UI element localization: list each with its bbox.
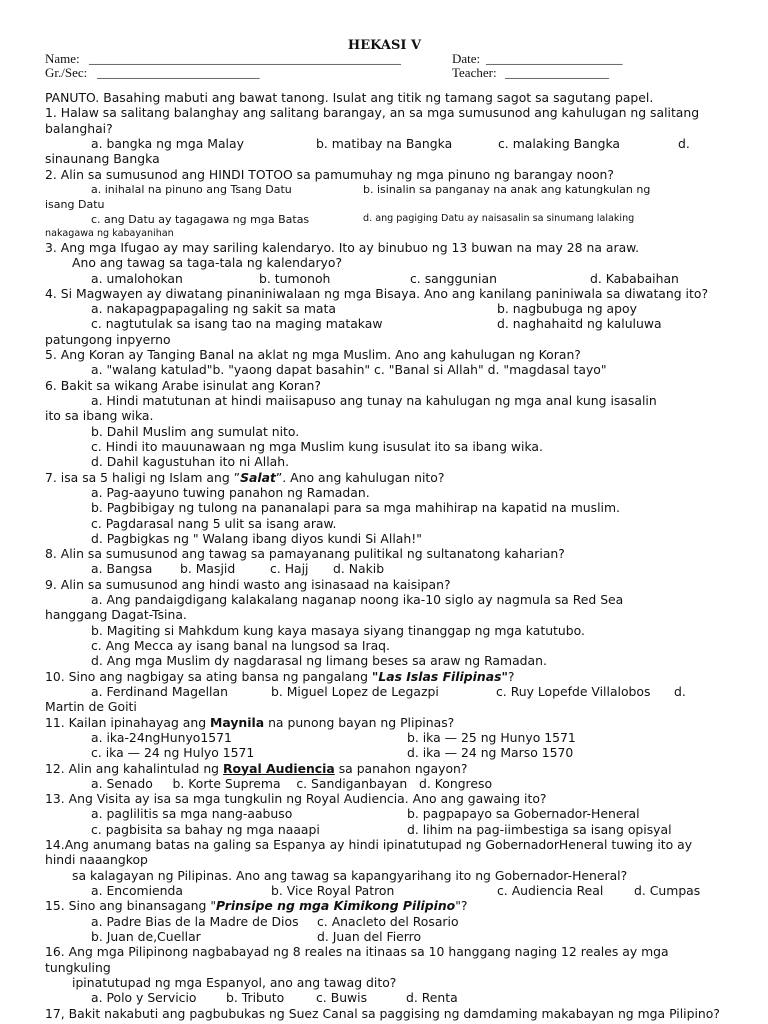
q7-stem-post: ”. Ano ang kahulugan nito? bbox=[275, 469, 445, 485]
q12-stem-keyword: Royal Audiencia bbox=[223, 760, 335, 776]
q14-choice-d: d. Cumpas bbox=[634, 883, 701, 898]
question-4-stem: 4. Si Magwayen ay diwatang pinaniniwalaan ng mga Bisaya. Ano ang kanilang paniniwala sa diwatang ito? bbox=[45, 285, 709, 301]
question-5-stem: 5. Ang Koran ay Tanging Banal na aklat ng mga Muslim. Ano ang kahulugan ng Koran? bbox=[45, 347, 581, 363]
q6-choice-a: a. Hindi matutunan at hindi maiisapuso ang tunay na kahulugan ng mga anal kung isasalin bbox=[91, 393, 657, 408]
name-label: Name: bbox=[45, 51, 80, 66]
q13-choice-c: c. pagbisita sa bahay ng mga naaapi bbox=[91, 821, 320, 837]
q2-choice-a: a. inihalal na pinuno ang Tsang Datu bbox=[91, 182, 292, 196]
name-field[interactable]: ________________________________________________ bbox=[89, 51, 401, 66]
q6-choice-d: d. Dahil kagustuhan ito ni Allah. bbox=[91, 454, 290, 470]
question-15-stem bbox=[45, 898, 724, 913]
q15-stem-keyword: Prinsipe ng mga Kimikong Pilipino bbox=[216, 898, 456, 914]
question-8-choices bbox=[45, 561, 724, 576]
q7-choice-a: a. Pag-aayuno tuwing panahon ng Ramadan. bbox=[91, 484, 370, 500]
q11-stem-keyword: Maynila bbox=[210, 714, 265, 730]
q8-choice-c: c. Hajj bbox=[270, 561, 309, 577]
q13-choice-a: a. paglilitis sa mga nang-aabuso bbox=[91, 806, 293, 822]
q7-stem-pre: 7. isa sa 5 haligi ng Islam ang ” bbox=[45, 469, 241, 485]
q15-choice-d: d. Juan del Fierro bbox=[317, 928, 422, 944]
question-11-stem bbox=[45, 715, 724, 730]
question-2-stem: 2. Alin sa sumusunod ang HINDI TOTOO sa pamumuhay ng mga pinuno ng barangay noon? bbox=[45, 166, 614, 182]
q8-choice-d: d. Nakib bbox=[333, 561, 385, 577]
question-12-stem bbox=[45, 761, 724, 776]
q13-choice-b: b. pagpapayo sa Gobernador-Heneral bbox=[407, 806, 640, 822]
page-title: HEKASI V bbox=[347, 38, 422, 53]
question-11-choices-ab bbox=[45, 730, 724, 745]
question-9-stem: 9. Alin sa sumusunod ang hindi wasto ang isinasaad na kaisipan? bbox=[45, 576, 451, 592]
q14-choice-b: b. Vice Royal Patron bbox=[271, 883, 395, 898]
q15-stem-pre: 15. Sino ang binansagang " bbox=[45, 898, 217, 914]
q1-choice-a: a. bangka ng mga Malay bbox=[91, 135, 244, 151]
question-4-choices-ab bbox=[45, 301, 724, 316]
question-14-stem-cont: sa kalagayan ng Pilipinas. Ano ang tawag sa kapangyarihang ito ng Gobernador-Heneral? bbox=[72, 867, 628, 883]
question-14-stem: 14.Ang anumang batas na galing sa Espanya ay hindi ipinatutupad ng GobernadorHeneral tuwing ito ay hindi naaangkop bbox=[45, 837, 693, 868]
q10-choice-a: a. Ferdinand Magellan bbox=[91, 683, 228, 699]
q1-choice-d-letter: d. bbox=[678, 135, 690, 151]
q14-choice-a: a. Encomienda bbox=[91, 883, 183, 898]
q6-choice-c: c. Hindi ito mauunawaan ng mga Muslim kung isusulat ito sa ibang wika. bbox=[91, 438, 543, 454]
question-3-choices bbox=[45, 271, 724, 286]
q12-stem-post: sa panahon ngayon? bbox=[334, 760, 468, 776]
q1-choice-d: sinaunang Bangka bbox=[45, 151, 160, 167]
question-12-choices: a. Senado b. Korte Suprema c. Sandiganbayan d. Kongreso bbox=[91, 775, 493, 791]
q11-choice-b: b. ika — 25 ng Hunyo 1571 bbox=[407, 729, 576, 745]
question-13-choices-ab bbox=[45, 806, 724, 821]
question-16-choices bbox=[45, 990, 724, 1005]
header-row-1 bbox=[45, 52, 724, 66]
question-13-stem: 13. Ang Visita ay isa sa mga tungkulin ng Royal Audiencia. Ano ang gawaing ito? bbox=[45, 791, 547, 807]
q11-choice-c: c. ika — 24 ng Hulyo 1571 bbox=[91, 745, 255, 761]
q15-stem-post: "? bbox=[455, 898, 468, 914]
question-6-stem: 6. Bakit sa wikang Arabe isinulat ang Koran? bbox=[45, 377, 321, 393]
q11-choice-d: d. ika — 24 ng Marso 1570 bbox=[407, 745, 574, 761]
question-15-choices-2 bbox=[45, 929, 724, 944]
question-11-choices-cd bbox=[45, 745, 724, 760]
q10-choice-b: b. Miguel Lopez de Legazpi bbox=[271, 683, 439, 699]
q11-choice-a: a. ika-24ngHunyo1571 bbox=[91, 729, 232, 745]
q4-choice-a: a. nakapagpapagaling ng sakit sa mata bbox=[91, 301, 336, 317]
q16-choice-a: a. Polo y Servicio bbox=[91, 990, 197, 1006]
question-2-choices-cd bbox=[45, 212, 724, 227]
q9-choice-a-cont: hanggang Dagat-Tsina. bbox=[45, 607, 187, 623]
q2-choice-b: b. isinalin sa panganay na anak ang katungkulan ng bbox=[363, 182, 651, 196]
question-15-choices-1 bbox=[45, 914, 724, 929]
question-16-stem: 16. Ang mga Pilipinong nagbabayad ng 8 reales na itinaas sa 10 hanggang naging 12 reales ay mga tungkuling bbox=[45, 944, 669, 975]
q10-choice-d: Martin de Goiti bbox=[45, 699, 137, 715]
q10-stem-keyword: "Las Islas Filipinas" bbox=[371, 668, 508, 684]
q8-choice-b: b. Masjid bbox=[180, 561, 236, 577]
q9-choice-b: b. Magiting si Mahkdum kung kaya masaya siyang tinanggap ng mga katutubo. bbox=[91, 622, 585, 638]
q7-choice-b: b. Pagbibigay ng tulong na pananalapi para sa mga mahihirap na kapatid na muslim. bbox=[91, 500, 620, 516]
question-16-stem-cont: ipinatutupad ng mga Espanyol, ano ang tawag dito? bbox=[72, 974, 397, 990]
question-4-choices-cd bbox=[45, 316, 724, 331]
question-14-choices bbox=[45, 883, 724, 898]
question-8-stem: 8. Alin sa sumusunod ang tawag sa pamayanang pulitikal ng sultanatong kaharian? bbox=[45, 546, 565, 562]
date-field[interactable]: _____________________ bbox=[486, 51, 623, 66]
q7-stem-keyword: Salat bbox=[240, 469, 276, 485]
q10-stem-post: ? bbox=[507, 668, 515, 684]
question-17-stem: 17, Bakit nakabuti ang pagbubukas ng Suez Canal sa paggising ng damdaming makabayan ng mga Pilipino? bbox=[45, 1005, 720, 1021]
q11-stem-pre: 11. Kailan ipinahayag ang bbox=[45, 714, 211, 730]
q11-stem-post: na punong bayan ng Plipinas? bbox=[264, 714, 455, 730]
question-1-choices bbox=[45, 136, 724, 151]
question-7-stem bbox=[45, 470, 724, 485]
question-13-choices-cd bbox=[45, 822, 724, 837]
question-10-choices bbox=[45, 684, 724, 699]
q10-choice-d-letter: d. bbox=[674, 683, 686, 699]
q12-stem-pre: 12. Alin ang kahalintulad ng bbox=[45, 760, 223, 776]
q3-choice-a: a. umalohokan bbox=[91, 270, 183, 286]
q9-choice-a: a. Ang pandaigdigang kalakalang naganap noong ika-10 siglo ay nagmula sa Red Sea bbox=[91, 592, 624, 608]
q16-choice-b: b. Tributo bbox=[226, 990, 285, 1006]
q4-choice-d: d. naghahaitd ng kaluluwa bbox=[497, 316, 662, 332]
question-10-stem bbox=[45, 669, 724, 684]
q8-choice-a: a. Bangsa bbox=[91, 561, 153, 577]
q13-choice-d: d. lihim na pag-iimbestiga sa isang opisyal bbox=[407, 821, 672, 837]
q10-choice-c: c. Ruy Lopefde Villalobos bbox=[496, 683, 651, 699]
question-3-stem-cont: Ano ang tawag sa taga-tala ng kalendaryo? bbox=[72, 255, 343, 271]
grsec-field[interactable]: _________________________ bbox=[97, 65, 260, 80]
header-row-2 bbox=[45, 66, 724, 80]
question-5-choices: a. "walang katulad"b. "yaong dapat basahin" c. "Banal si Allah" d. "magdasal tayo" bbox=[91, 362, 607, 378]
grsec-label: Gr./Sec: bbox=[45, 65, 88, 80]
date-label: Date: bbox=[452, 51, 481, 66]
instructions: PANUTO. Basahing mabuti ang bawat tanong. Isulat ang titik ng tamang sagot sa sagutang papel. bbox=[45, 90, 654, 105]
teacher-field[interactable]: ________________ bbox=[505, 65, 609, 80]
q14-choice-c: c. Audiencia Real bbox=[497, 883, 604, 898]
q2-choice-d-cont: nakagawa ng kabayanihan bbox=[45, 227, 174, 239]
q16-choice-d: d. Renta bbox=[406, 990, 458, 1006]
q9-choice-d: d. Ang mga Muslim dy nagdarasal ng limang beses sa araw ng Ramadan. bbox=[91, 653, 547, 669]
q15-choice-a: a. Padre Bias de la Madre de Dios bbox=[91, 913, 299, 929]
q3-choice-c: c. sanggunian bbox=[410, 270, 497, 286]
questions bbox=[45, 90, 724, 1021]
q15-choice-b-cuellar: b. Juan de,Cuellar bbox=[91, 928, 201, 944]
q9-choice-c: c. Ang Mecca ay isang banal na lungsod sa Iraq. bbox=[91, 638, 390, 653]
q16-choice-c: c. Buwis bbox=[316, 990, 368, 1006]
q7-choice-d: d. Pagbigkas ng " Walang ibang diyos kundi Si Allah!" bbox=[91, 530, 422, 546]
q2-choice-c: c. ang Datu ay tagagawa ng mga Batas bbox=[91, 212, 310, 226]
q3-choice-d: d. Kababaihan bbox=[590, 270, 679, 286]
q1-choice-b: b. matibay na Bangka bbox=[316, 135, 453, 151]
q7-choice-c: c. Pagdarasal nang 5 ulit sa isang araw. bbox=[91, 515, 337, 531]
q10-stem-pre: 10. Sino ang nagbigay sa ating bansa ng pangalang bbox=[45, 668, 372, 684]
q4-choice-c: c. nagtutulak sa isang tao na maging matakaw bbox=[91, 316, 383, 332]
q15-choice-c-anacleto: c. Anacleto del Rosario bbox=[317, 913, 459, 929]
q4-choice-b: b. nagbubuga ng apoy bbox=[497, 301, 637, 317]
q2-choice-d: d. ang pagiging Datu ay naisasalin sa sinumang lalaking bbox=[363, 212, 635, 224]
q6-choice-b: b. Dahil Muslim ang sumulat nito. bbox=[91, 423, 300, 439]
q2-choice-b-cont: isang Datu bbox=[45, 197, 105, 211]
q3-choice-b: b. tumonoh bbox=[259, 270, 331, 286]
question-3-stem: 3. Ang mga Ifugao ay may sariling kalendaryo. Ito ay binubuo ng 13 buwan na may 28 na araw. bbox=[45, 239, 640, 255]
question-2-choices-ab bbox=[45, 182, 724, 197]
teacher-label: Teacher: bbox=[452, 65, 497, 80]
q6-choice-a-cont: ito sa ibang wika. bbox=[45, 408, 154, 424]
q1-choice-c: c. malaking Bangka bbox=[498, 135, 621, 151]
q4-choice-d-cont: patungong inpyerno bbox=[45, 331, 171, 347]
question-1-stem: 1. Halaw sa salitang balanghay ang salitang barangay, an sa mga sumusunod ang kahulugan ng salitang balanghai? bbox=[45, 105, 700, 136]
